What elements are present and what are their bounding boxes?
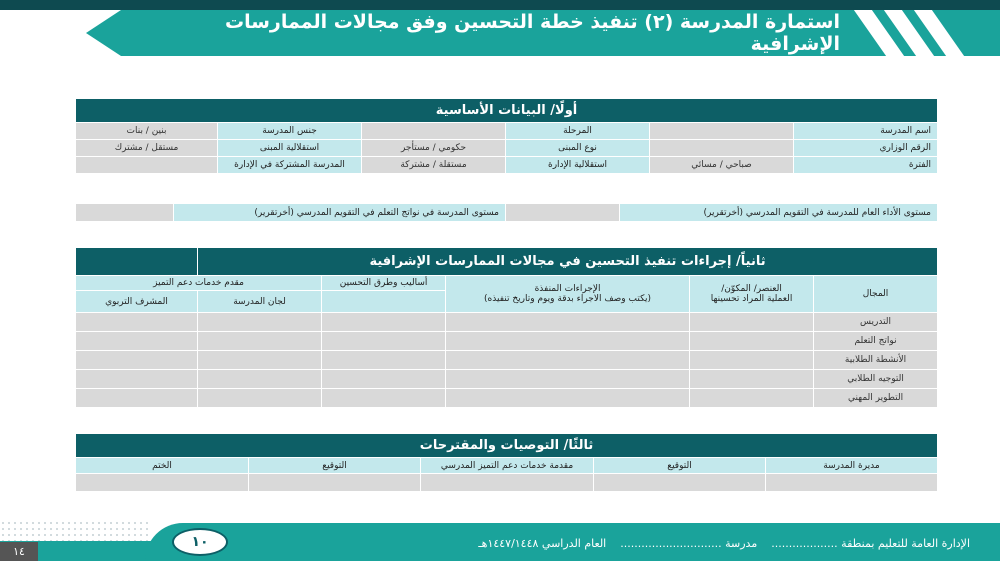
domain-cell: التطوير المهني (814, 389, 938, 408)
actions-cell[interactable] (446, 313, 690, 332)
ministry-no-label: الرقم الوزاري (794, 140, 938, 157)
methods-cell[interactable] (322, 332, 446, 351)
ministry-no-value[interactable] (650, 140, 794, 157)
page-title: استمارة المدرسة (٢) تنفيذ خطة التحسين وفق مجالات الممارسات الإشرافية (224, 11, 840, 55)
actions-header-line1: الإجراءات المنفذة (534, 284, 601, 294)
element-cell[interactable] (690, 389, 814, 408)
stage-value[interactable] (362, 123, 506, 140)
decor-dots (0, 520, 150, 542)
principal-value[interactable] (766, 474, 938, 492)
section2-title: ثانياً/ إجراءات تنفيذ التحسين في مجالات الممارسات الإشرافية (198, 248, 938, 276)
provider-header: مقدم خدمات دعم التميز (76, 276, 322, 291)
gender-label: جنس المدرسة (218, 123, 362, 140)
provider-header: مقدمة خدمات دعم التميز المدرسي (421, 458, 594, 474)
element-cell[interactable] (690, 370, 814, 389)
element-header-line2: العملية المراد تحسينها (710, 294, 793, 304)
methods-cell[interactable] (322, 351, 446, 370)
signature-header: التوقيع (249, 458, 421, 474)
footer-admin: الإدارة العامة للتعليم بمنطقة ................... (771, 536, 970, 550)
supervisor-cell[interactable] (76, 351, 198, 370)
element-cell[interactable] (690, 332, 814, 351)
school-name-label: اسم المدرسة (794, 123, 938, 140)
committees-cell[interactable] (198, 332, 322, 351)
improvement-table (75, 247, 938, 408)
learning-outcomes-value[interactable] (76, 204, 174, 222)
actions-cell[interactable] (446, 332, 690, 351)
side-page-number: ١٤ (0, 542, 38, 561)
period-value[interactable]: صباحي / مسائي (650, 157, 794, 174)
page-number: ١٠ (172, 528, 228, 556)
shared-school-label: المدرسة المشتركة في الإدارة (218, 157, 362, 174)
building-indep-value[interactable]: مستقل / مشترك (76, 140, 218, 157)
building-type-label: نوع المبنى (506, 140, 650, 157)
domain-header: المجال (814, 276, 938, 313)
actions-header (446, 276, 690, 313)
provider-value[interactable] (421, 474, 594, 492)
gender-value[interactable]: بنين / بنات (76, 123, 218, 140)
signature-header: التوقيع (594, 458, 766, 474)
supervisor-cell[interactable] (76, 389, 198, 408)
section2-title-corner (76, 248, 198, 276)
performance-table (75, 203, 938, 222)
recommendations-table (75, 433, 938, 492)
principal-header: مديرة المدرسة (766, 458, 938, 474)
committees-header: لجان المدرسة (198, 291, 322, 313)
admin-indep-value[interactable]: مستقلة / مشتركة (362, 157, 506, 174)
overall-performance-value[interactable] (506, 204, 620, 222)
school-name-value[interactable] (650, 123, 794, 140)
element-cell[interactable] (690, 313, 814, 332)
domain-cell: الأنشطة الطلابية (814, 351, 938, 370)
committees-cell[interactable] (198, 351, 322, 370)
actions-cell[interactable] (446, 351, 690, 370)
building-type-value[interactable]: حكومي / مستأجر (362, 140, 506, 157)
building-indep-label: استقلالية المبنى (218, 140, 362, 157)
stamp-value[interactable] (76, 474, 249, 492)
section3-title: ثالثًا/ التوصيات والمقترحات (76, 434, 938, 458)
committees-cell[interactable] (198, 389, 322, 408)
admin-indep-label: استقلالية الإدارة (506, 157, 650, 174)
element-cell[interactable] (690, 351, 814, 370)
domain-cell: التدريس (814, 313, 938, 332)
stamp-header: الختم (76, 458, 249, 474)
basic-info-table (75, 98, 938, 174)
footer-school: مدرسة ............................. (620, 536, 758, 550)
overall-performance-label: مستوى الأداء العام للمدرسة في التقويم المدرسي (أخرتقرير) (620, 204, 938, 222)
element-header (690, 276, 814, 313)
top-bar (0, 0, 1000, 10)
committees-cell[interactable] (198, 370, 322, 389)
supervisor-cell[interactable] (76, 370, 198, 389)
methods-header-cont (322, 291, 446, 313)
methods-header: أساليب وطرق التحسين (322, 276, 446, 291)
stage-label: المرحلة (506, 123, 650, 140)
actions-cell[interactable] (446, 389, 690, 408)
signature-value[interactable] (249, 474, 421, 492)
methods-cell[interactable] (322, 313, 446, 332)
footer-text (380, 532, 970, 554)
signature-value[interactable] (594, 474, 766, 492)
footer-year: العام الدراسي ١٤٤٧/١٤٤٨هـ (478, 536, 607, 550)
domain-cell: نواتج التعلم (814, 332, 938, 351)
section1-title: أولًا/ البيانات الأساسية (76, 99, 938, 123)
learning-outcomes-label: مستوى المدرسة في نواتج التعلم في التقويم المدرسي (أخرتقرير) (174, 204, 506, 222)
domain-cell: التوجيه الطلابي (814, 370, 938, 389)
methods-cell[interactable] (322, 370, 446, 389)
actions-header-note: (يكتب وصف الاجراء بدقة ويوم وتاريخ تنفيذه) (484, 294, 652, 304)
supervisor-cell[interactable] (76, 313, 198, 332)
element-header-line1: العنصر/ المكوّن/ (721, 284, 782, 294)
methods-cell[interactable] (322, 389, 446, 408)
period-label: الفترة (794, 157, 938, 174)
supervisor-header: المشرف التربوي (76, 291, 198, 313)
shared-school-value[interactable] (76, 157, 218, 174)
supervisor-cell[interactable] (76, 332, 198, 351)
committees-cell[interactable] (198, 313, 322, 332)
actions-cell[interactable] (446, 370, 690, 389)
